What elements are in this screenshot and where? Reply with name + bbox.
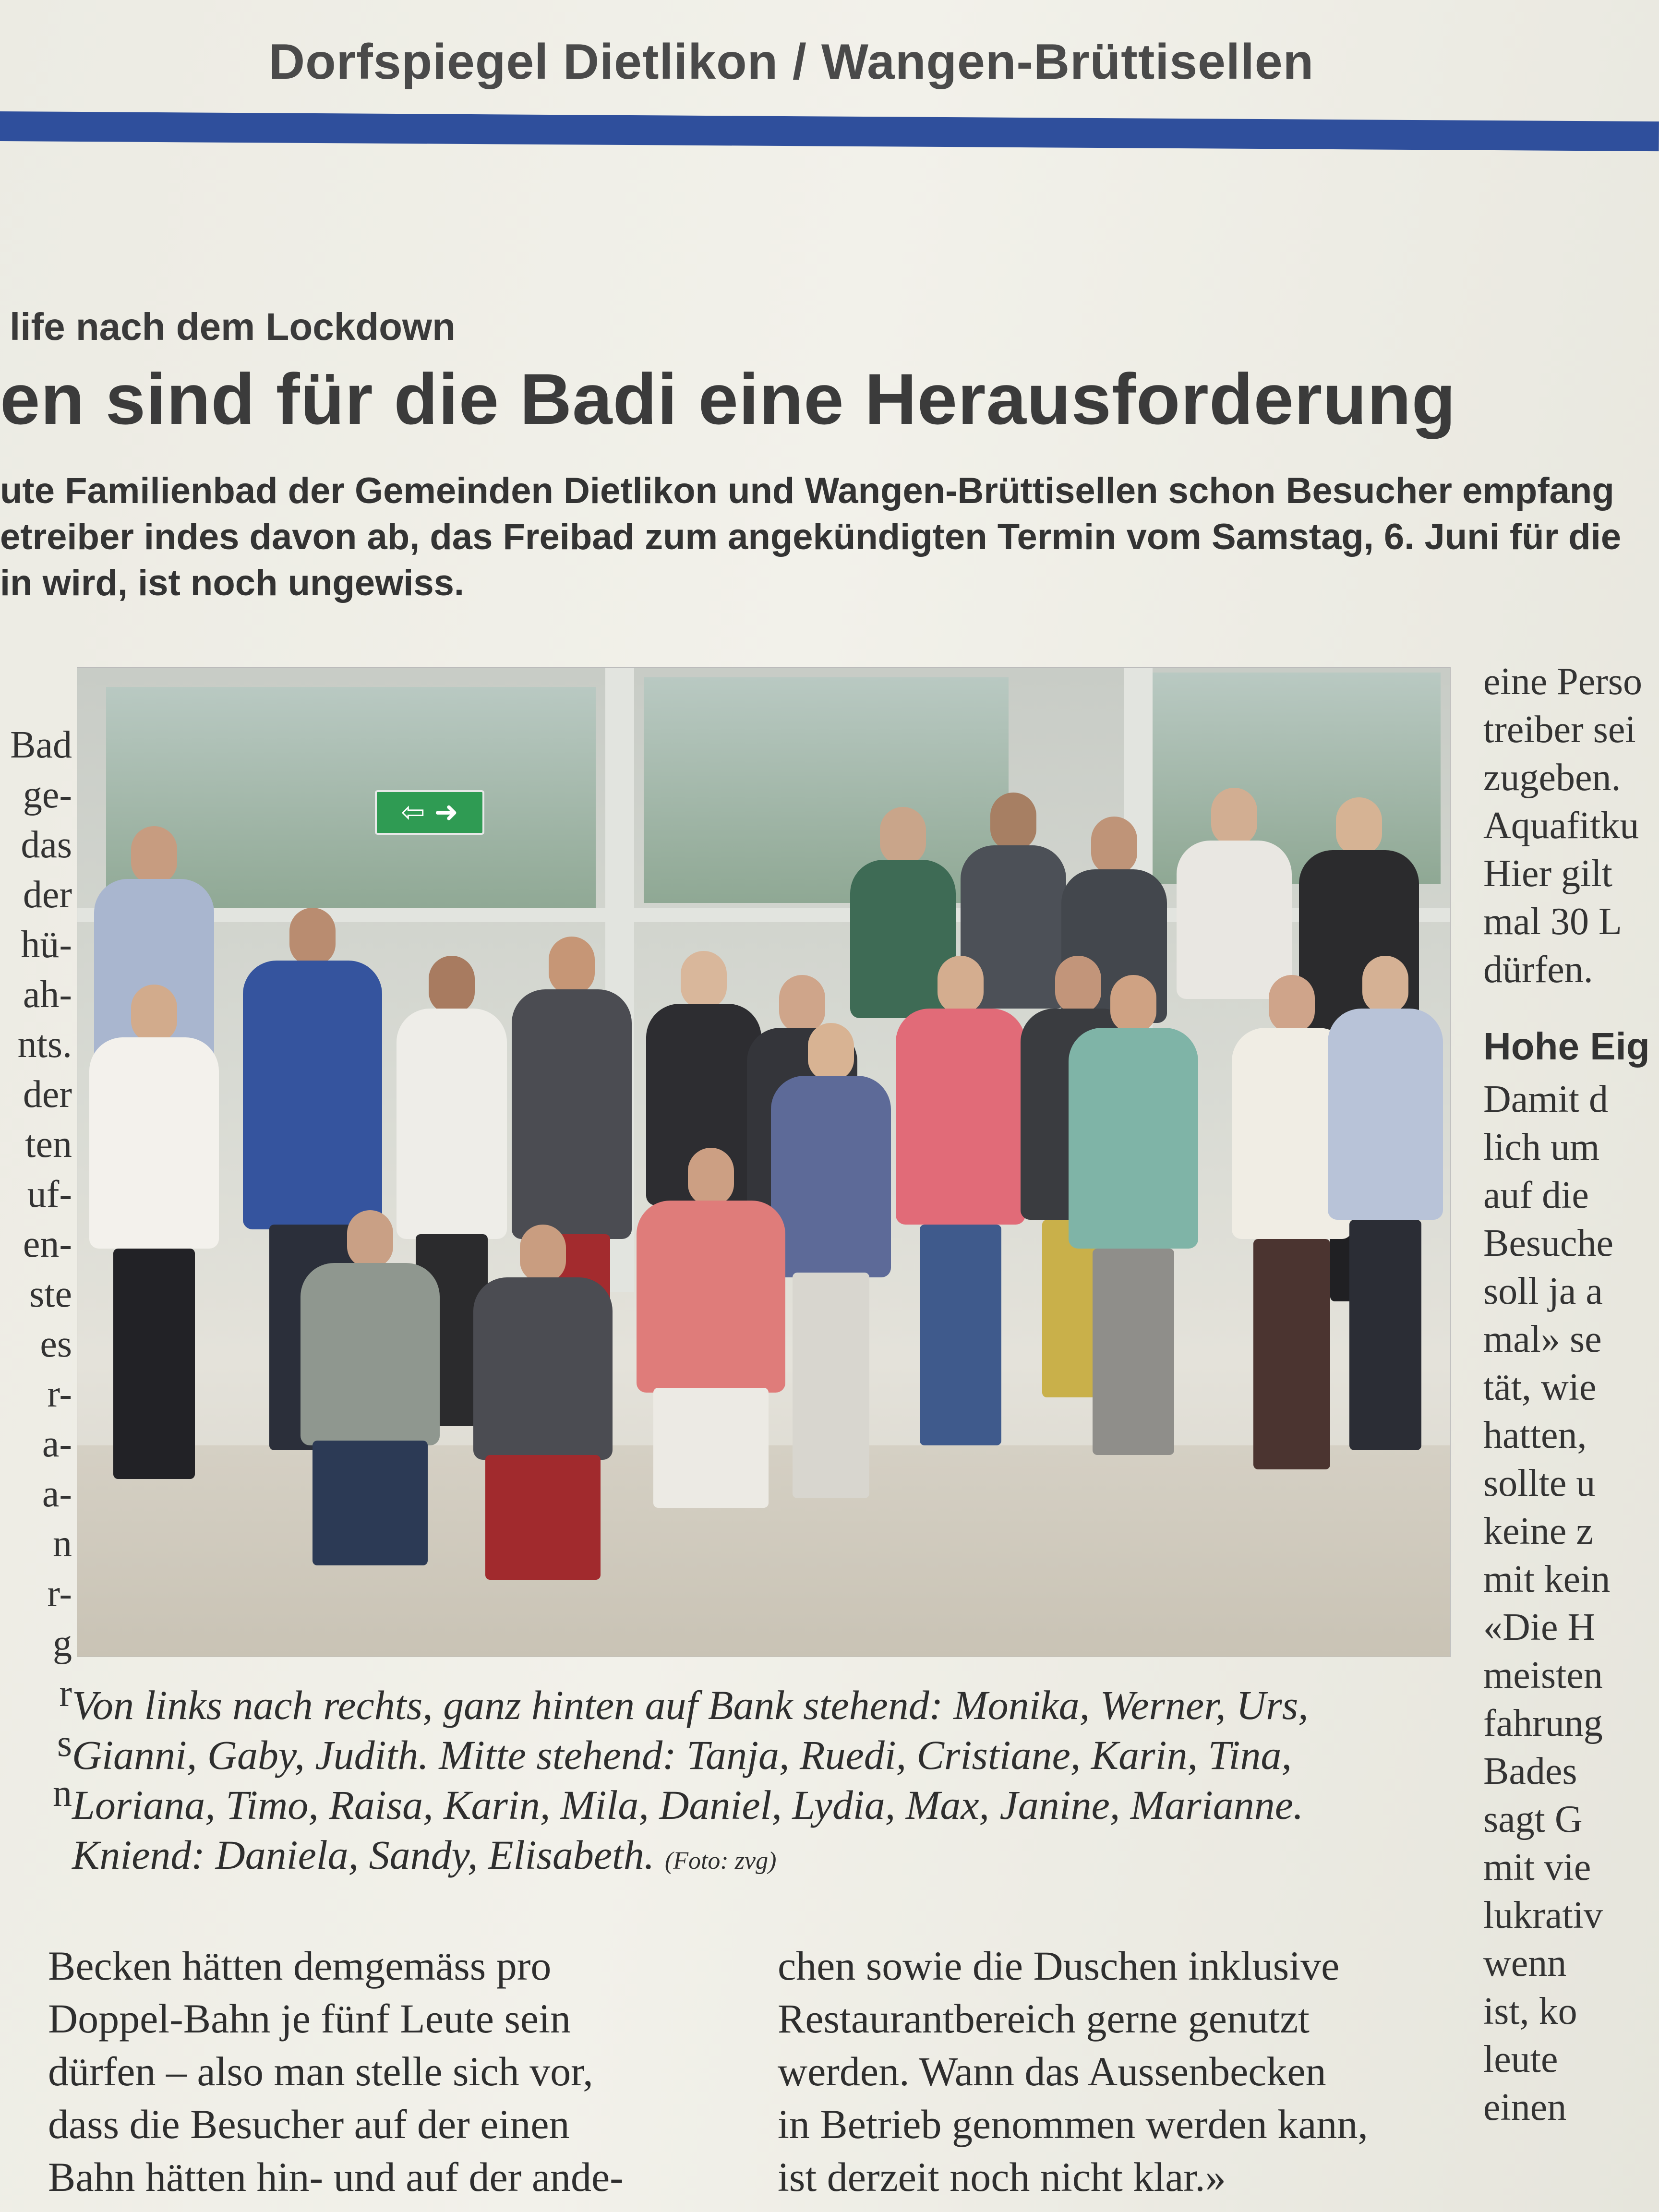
body-line: Doppel-Bahn je fünf Leute sein bbox=[48, 1996, 571, 2042]
person-head bbox=[429, 956, 475, 1013]
person-head bbox=[1091, 817, 1137, 874]
text-fragment: r bbox=[59, 1672, 72, 1715]
person-head bbox=[1362, 956, 1408, 1013]
text-fragment: treiber sei bbox=[1483, 709, 1636, 751]
person-legs bbox=[1093, 1249, 1174, 1455]
person-legs bbox=[793, 1273, 869, 1498]
text-fragment: hü- bbox=[21, 924, 72, 966]
group-photo bbox=[77, 667, 1451, 1657]
person bbox=[1066, 975, 1201, 1503]
text-fragment: soll ja a bbox=[1483, 1270, 1603, 1312]
text-fragment: der bbox=[23, 1073, 72, 1116]
exit-sign: ⇦ ➜ bbox=[375, 790, 484, 835]
person-head bbox=[808, 1023, 854, 1081]
text-fragment: sagt G bbox=[1483, 1798, 1583, 1840]
text-fragment: lukrativ bbox=[1483, 1894, 1603, 1936]
person-body bbox=[771, 1076, 891, 1277]
text-fragment: Bad bbox=[10, 724, 72, 766]
photo-caption bbox=[72, 1680, 1464, 1886]
text-fragment: en- bbox=[23, 1223, 72, 1265]
text-fragment: mal 30 L bbox=[1483, 901, 1622, 943]
body-line: chen sowie die Duschen inklusive bbox=[778, 1943, 1340, 1989]
body-line: in Betrieb genommen werden kann, bbox=[778, 2101, 1368, 2147]
right-column-subhead: Hohe Eig bbox=[1483, 1025, 1650, 1068]
left-column-fragments bbox=[0, 720, 72, 1818]
text-fragment: ist, ko bbox=[1483, 1990, 1577, 2032]
person bbox=[634, 1148, 788, 1532]
text-fragment: sollte u bbox=[1483, 1462, 1596, 1504]
body-line: werden. Wann das Aussenbecken bbox=[778, 2048, 1326, 2094]
text-fragment: mal» se bbox=[1483, 1318, 1602, 1360]
text-fragment: ah- bbox=[23, 974, 72, 1016]
person-legs bbox=[113, 1249, 195, 1479]
body-line: Bahn hätten hin- und auf der ande- bbox=[48, 2154, 624, 2200]
text-fragment: der bbox=[23, 874, 72, 916]
person-legs bbox=[653, 1388, 769, 1508]
text-fragment: auf die bbox=[1483, 1174, 1589, 1216]
body-line: Becken hätten demgemäss pro bbox=[48, 1943, 552, 1989]
lead-line: in wird, ist noch ungewiss. bbox=[0, 563, 464, 603]
body-line: ist derzeit noch nicht klar.» bbox=[778, 2154, 1226, 2200]
person-head bbox=[520, 1225, 566, 1282]
text-fragment: g bbox=[53, 1623, 72, 1665]
body-line: dürfen – also man stelle sich vor, bbox=[48, 2048, 593, 2094]
text-fragment: lich um bbox=[1483, 1126, 1600, 1168]
person-head bbox=[990, 793, 1036, 850]
person-legs bbox=[313, 1441, 428, 1565]
text-fragment: «Die H bbox=[1483, 1606, 1596, 1648]
person-legs bbox=[1253, 1239, 1330, 1469]
person-legs bbox=[485, 1455, 601, 1580]
text-fragment: s bbox=[57, 1722, 72, 1765]
text-fragment: mit kein bbox=[1483, 1558, 1611, 1600]
person-head bbox=[549, 937, 595, 994]
text-fragment: das bbox=[21, 824, 72, 866]
right-column bbox=[1483, 658, 1659, 2131]
person-body bbox=[301, 1263, 440, 1445]
text-fragment: Hier gilt bbox=[1483, 853, 1612, 895]
person bbox=[893, 956, 1028, 1484]
person-body bbox=[896, 1009, 1025, 1225]
person-head bbox=[938, 956, 984, 1013]
person-head bbox=[681, 951, 727, 1009]
person-body bbox=[473, 1277, 613, 1460]
caption-line bbox=[72, 1830, 1464, 1886]
lead-line: etreiber indes davon ab, das Freibad zum angekündigten Termin vom Samstag, 6. Juni für die bbox=[0, 517, 1622, 557]
caption-line-text: Kniend: Daniela, Sandy, Elisabeth. bbox=[72, 1832, 655, 1878]
person-head bbox=[880, 807, 926, 865]
person-head bbox=[1211, 788, 1257, 845]
text-fragment: a- bbox=[42, 1423, 72, 1465]
text-fragment: leute bbox=[1483, 2038, 1558, 2080]
article-headline: en sind für die Badi eine Herausforderung bbox=[0, 359, 1456, 439]
caption-line: Loriana, Timo, Raisa, Karin, Mila, Daniel, Lydia, Max, Janine, Marianne. bbox=[72, 1782, 1304, 1828]
person-head bbox=[1336, 797, 1382, 855]
person-head bbox=[131, 826, 177, 884]
text-fragment: wenn bbox=[1483, 1942, 1567, 1984]
text-fragment: n bbox=[53, 1523, 72, 1565]
text-fragment: fahrung bbox=[1483, 1702, 1603, 1744]
text-fragment: hatten, bbox=[1483, 1414, 1587, 1456]
body-column-1 bbox=[48, 1939, 720, 2203]
person bbox=[87, 985, 221, 1513]
text-fragment: dürfen. bbox=[1483, 949, 1593, 991]
person-body bbox=[1069, 1028, 1198, 1249]
text-fragment: meisten bbox=[1483, 1654, 1603, 1696]
text-fragment: Bades bbox=[1483, 1750, 1577, 1792]
person-head bbox=[688, 1148, 734, 1205]
article-kicker: life nach dem Lockdown bbox=[10, 305, 456, 348]
text-fragment: es bbox=[40, 1323, 72, 1365]
person-body bbox=[512, 989, 632, 1239]
text-fragment: tät, wie bbox=[1483, 1366, 1597, 1408]
text-fragment: Besuche bbox=[1483, 1222, 1614, 1264]
person-head bbox=[131, 985, 177, 1042]
text-fragment: einen bbox=[1483, 2086, 1567, 2128]
person-head bbox=[347, 1210, 393, 1268]
text-fragment: zugeben. bbox=[1483, 757, 1621, 799]
caption-line: Von links nach rechts, ganz hinten auf Bank stehend: Monika, Werner, Urs, bbox=[72, 1682, 1309, 1728]
photo-credit: (Foto: zvg) bbox=[664, 1847, 777, 1875]
text-fragment: ge- bbox=[23, 774, 72, 816]
person-body bbox=[89, 1037, 219, 1249]
text-fragment: r- bbox=[47, 1573, 72, 1615]
person bbox=[471, 1225, 615, 1609]
person-legs bbox=[1349, 1220, 1421, 1450]
person bbox=[298, 1210, 442, 1594]
text-fragment: ste bbox=[29, 1273, 72, 1315]
running-head: Dorfspiegel Dietlikon / Wangen-Brüttisellen bbox=[269, 34, 1314, 90]
person-head bbox=[1269, 975, 1315, 1033]
text-fragment: eine Perso bbox=[1483, 661, 1643, 703]
article-lead bbox=[0, 468, 1659, 606]
person-body bbox=[243, 961, 382, 1229]
text-fragment: mit vie bbox=[1483, 1846, 1591, 1888]
text-fragment: a- bbox=[42, 1473, 72, 1515]
text-fragment: n bbox=[53, 1772, 72, 1815]
person-body bbox=[637, 1201, 785, 1393]
body-line: Restaurantbereich gerne genutzt bbox=[778, 1996, 1310, 2042]
lead-line: ute Familienbad der Gemeinden Dietlikon und Wangen-Brüttisellen schon Besucher empfang bbox=[0, 470, 1614, 511]
person-legs bbox=[920, 1225, 1001, 1445]
text-fragment: uf- bbox=[27, 1173, 72, 1215]
text-fragment: ten bbox=[25, 1123, 72, 1166]
text-fragment: Damit d bbox=[1483, 1078, 1608, 1120]
person-body bbox=[1328, 1009, 1443, 1220]
text-fragment: nts. bbox=[17, 1023, 72, 1066]
text-fragment: Aquafitku bbox=[1483, 805, 1639, 847]
caption-line: Gianni, Gaby, Judith. Mitte stehend: Tanja, Ruedi, Cristiane, Karin, Tina, bbox=[72, 1732, 1292, 1778]
text-fragment: keine z bbox=[1483, 1510, 1593, 1552]
header-rule bbox=[0, 111, 1659, 151]
body-column-2 bbox=[778, 1939, 1469, 2203]
body-line: dass die Besucher auf der einen bbox=[48, 2101, 570, 2147]
person-head bbox=[1110, 975, 1156, 1033]
person-head bbox=[289, 908, 336, 965]
text-fragment: r- bbox=[47, 1373, 72, 1415]
person bbox=[1325, 956, 1445, 1484]
person-body bbox=[397, 1009, 507, 1239]
